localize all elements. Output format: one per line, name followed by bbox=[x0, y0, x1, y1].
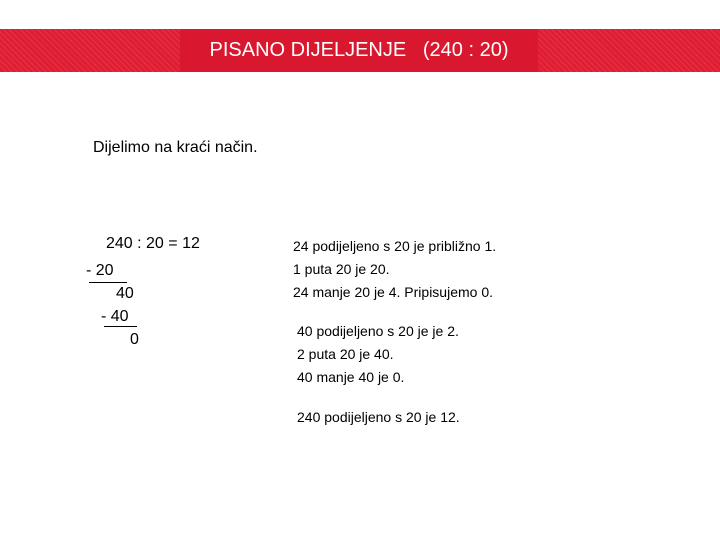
explanation-line: 40 podijeljeno s 20 je je 2. bbox=[297, 323, 459, 339]
division-equation: 240 : 20 = 12 bbox=[106, 235, 200, 252]
conclusion-line: 240 podijeljeno s 20 je 12. bbox=[297, 409, 460, 425]
explanation-line: 24 manje 20 je 4. Pripisujemo 0. bbox=[293, 284, 493, 300]
underline-1 bbox=[89, 282, 127, 283]
subtraction-2: - 40 bbox=[101, 308, 129, 325]
underline-2 bbox=[104, 326, 137, 327]
intro-text: Dijelimo na kraći način. bbox=[93, 139, 258, 156]
explanation-line: 1 puta 20 je 20. bbox=[293, 261, 390, 277]
remainder-1: 40 bbox=[116, 285, 134, 302]
remainder-2: 0 bbox=[130, 331, 139, 348]
explanation-step-2 bbox=[297, 320, 459, 389]
explanation-line: 40 manje 40 je 0. bbox=[297, 369, 405, 385]
subtraction-1: - 20 bbox=[86, 262, 114, 279]
explanation-step-1 bbox=[293, 235, 496, 304]
long-division bbox=[86, 236, 236, 356]
explanation-conclusion bbox=[297, 406, 460, 429]
explanation-line: 24 podijeljeno s 20 je približno 1. bbox=[293, 238, 497, 254]
explanation-line: 2 puta 20 je 40. bbox=[297, 346, 394, 362]
page-title: PISANO DIJELJENJE (240 : 20) bbox=[209, 39, 509, 61]
